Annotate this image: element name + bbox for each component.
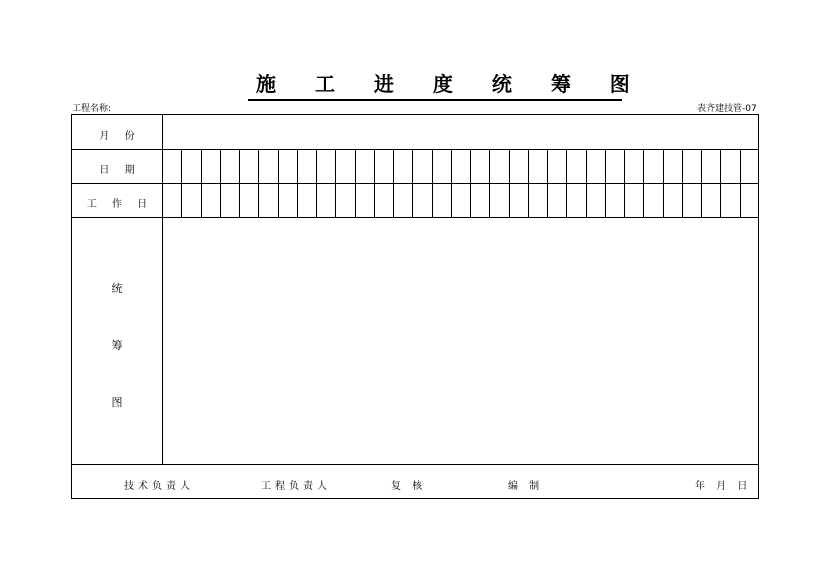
date-cell-divider (566, 149, 567, 183)
workday-cell-divider (701, 183, 702, 217)
date-cell-divider (393, 149, 394, 183)
date-cell-divider (605, 149, 606, 183)
footer-technical-lead: 技术负责人 (124, 481, 194, 492)
date-cell-divider (278, 149, 279, 183)
date-cell-divider (643, 149, 644, 183)
date-cell-divider (201, 149, 202, 183)
form-code-label: 表齐建技管-07 (697, 104, 757, 114)
date-cell-divider (374, 149, 375, 183)
date-cell-divider (489, 149, 490, 183)
workday-cell-divider (374, 183, 375, 217)
workday-cell-divider (605, 183, 606, 217)
workday-cell-divider (682, 183, 683, 217)
workday-cell-divider (740, 183, 741, 217)
workday-cell-divider (470, 183, 471, 217)
workday-cell-divider (412, 183, 413, 217)
workday-cell-divider (239, 183, 240, 217)
row-divider-4 (72, 464, 758, 465)
date-cell-divider (412, 149, 413, 183)
date-cell-divider (509, 149, 510, 183)
date-cell-divider (181, 149, 182, 183)
workday-cell-divider (297, 183, 298, 217)
date-cell-divider (335, 149, 336, 183)
row-label-month: 月 份 (99, 131, 141, 142)
date-cell-divider (239, 149, 240, 183)
workday-cell-divider (258, 183, 259, 217)
title-underline (248, 99, 622, 101)
date-cell-divider (355, 149, 356, 183)
footer-project-lead: 工程负责人 (261, 481, 331, 492)
project-name-label: 工程名称: (72, 104, 112, 114)
workday-cell-divider (451, 183, 452, 217)
date-cell-divider (720, 149, 721, 183)
row-divider-3 (72, 217, 758, 218)
workday-cell-divider (489, 183, 490, 217)
workday-cell-divider (335, 183, 336, 217)
workday-cell-divider (393, 183, 394, 217)
workday-cell-divider (663, 183, 664, 217)
footer-date: 年 月 日 (695, 481, 752, 492)
title-text: 施 工 进 度 统 筹 图 (256, 72, 646, 96)
date-cell-divider (547, 149, 548, 183)
workday-cell-divider (547, 183, 548, 217)
date-cell-divider (451, 149, 452, 183)
date-cell-divider (663, 149, 664, 183)
footer-preparer: 编 制 (508, 481, 544, 492)
date-cell-divider (297, 149, 298, 183)
workday-cell-divider (720, 183, 721, 217)
workday-cell-divider (624, 183, 625, 217)
row-label-date: 日 期 (99, 165, 141, 176)
chart-area-label-line-2: 筹 (111, 339, 123, 352)
schedule-table (71, 114, 759, 499)
date-cell-divider (432, 149, 433, 183)
workday-cell-divider (528, 183, 529, 217)
workday-cell-divider (432, 183, 433, 217)
chart-area-label-line-3: 图 (111, 396, 123, 409)
workday-cell-divider (509, 183, 510, 217)
date-cell-divider (740, 149, 741, 183)
date-cell-divider (682, 149, 683, 183)
date-cell-divider (220, 149, 221, 183)
chart-area-label-line-1: 统 (111, 282, 123, 295)
date-cell-divider (528, 149, 529, 183)
workday-cell-divider (643, 183, 644, 217)
workday-cell-divider (181, 183, 182, 217)
date-cell-divider (258, 149, 259, 183)
workday-cell-divider (201, 183, 202, 217)
date-cell-divider (624, 149, 625, 183)
date-cells-row (162, 149, 759, 183)
workday-cell-divider (316, 183, 317, 217)
date-cell-divider (701, 149, 702, 183)
row-label-workday: 工 作 日 (86, 199, 154, 210)
workday-cell-divider (220, 183, 221, 217)
document-title (240, 68, 646, 101)
date-cell-divider (586, 149, 587, 183)
workday-cell-divider (566, 183, 567, 217)
workday-cell-divider (355, 183, 356, 217)
workday-cells-row (162, 183, 759, 217)
date-cell-divider (316, 149, 317, 183)
workday-cell-divider (278, 183, 279, 217)
footer-reviewer: 复 核 (391, 481, 427, 492)
date-cell-divider (470, 149, 471, 183)
workday-cell-divider (586, 183, 587, 217)
